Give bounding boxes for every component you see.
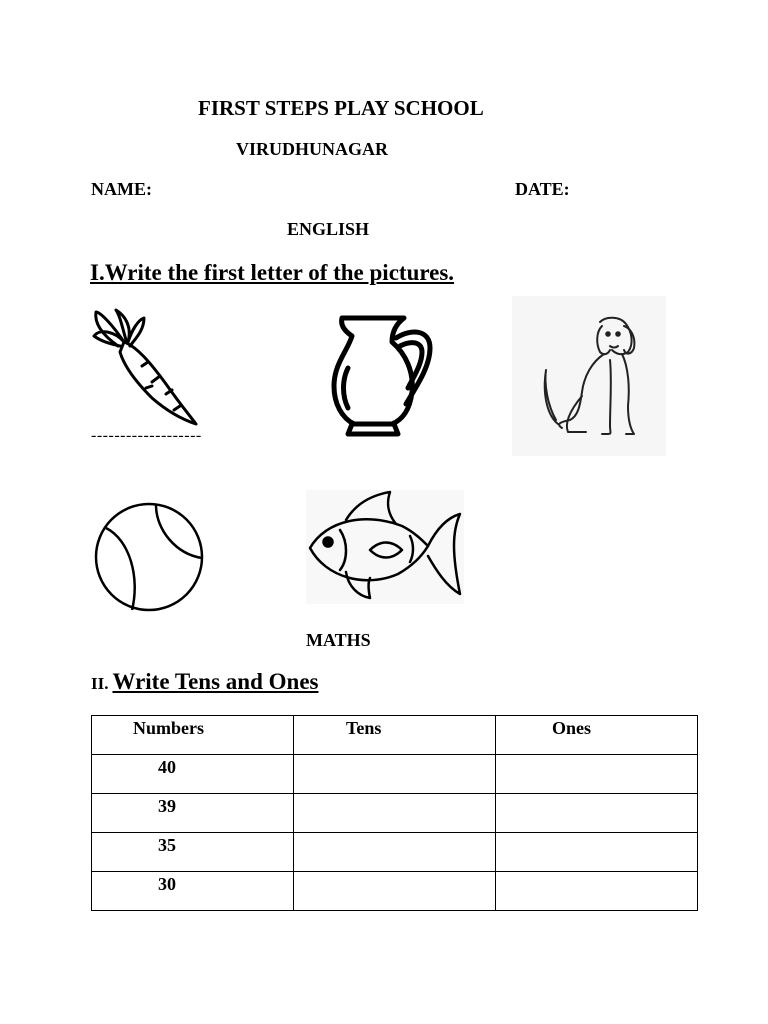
header-tens: Tens (294, 716, 496, 755)
fish-icon (306, 490, 464, 604)
school-name: FIRST STEPS PLAY SCHOOL (198, 96, 484, 120)
tens-cell[interactable] (294, 755, 496, 794)
number-cell: 35 (92, 833, 294, 872)
table-row (92, 872, 698, 911)
name-label: NAME: (91, 179, 152, 199)
table-row (92, 755, 698, 794)
english-subject-heading: ENGLISH (287, 219, 370, 239)
header-ones: Ones (496, 716, 698, 755)
date-label: DATE: (515, 179, 570, 199)
school-city: VIRUDHUNAGAR (236, 139, 388, 159)
maths-question-title: Write Tens and Ones (112, 669, 319, 694)
maths-subject-heading: MATHS (306, 630, 371, 650)
number-cell: 40 (92, 755, 294, 794)
maths-question-number: II. (91, 674, 109, 693)
tens-cell[interactable] (294, 872, 496, 911)
ones-cell[interactable] (496, 794, 698, 833)
ones-cell[interactable] (496, 833, 698, 872)
ball-icon (90, 498, 208, 616)
carrot-icon (86, 306, 204, 430)
tens-cell[interactable] (294, 833, 496, 872)
tens-ones-table (91, 715, 698, 911)
table-row (92, 833, 698, 872)
ones-cell[interactable] (496, 872, 698, 911)
answer-line: ------------------- (91, 427, 202, 444)
ones-cell[interactable] (496, 755, 698, 794)
number-cell: 30 (92, 872, 294, 911)
table-row (92, 794, 698, 833)
english-question: I.Write the first letter of the pictures. (90, 260, 455, 285)
number-cell: 39 (92, 794, 294, 833)
maths-question (91, 669, 318, 695)
table-header-row (92, 716, 698, 755)
tens-cell[interactable] (294, 794, 496, 833)
header-numbers: Numbers (92, 716, 294, 755)
dog-icon (512, 296, 666, 456)
jug-icon (326, 312, 438, 440)
